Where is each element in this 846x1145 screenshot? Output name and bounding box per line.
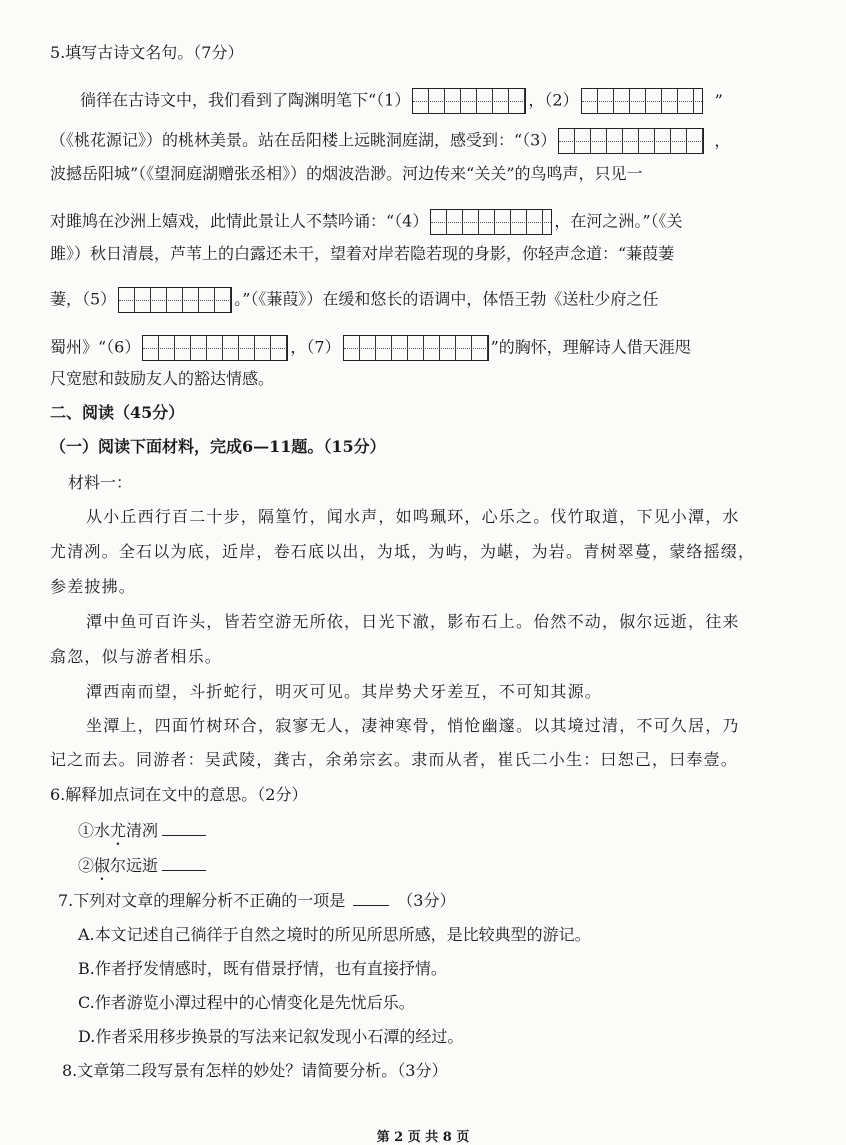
q6-answer-1[interactable] (162, 819, 206, 836)
passage-line: 尤清冽。全石以为底，近岸，卷石底以出，为坻，为屿，为嵁，为岩。青树翠蔓，蒙络摇缀， (50, 542, 756, 561)
answer-box-6[interactable] (142, 335, 288, 361)
q7-title: 7.下列对文章的理解分析不正确的一项是 （3分） (58, 891, 456, 910)
page-footer: 第 2 页 共 8 页 (376, 1130, 470, 1145)
answer-box-5[interactable] (118, 287, 232, 313)
part-title: （一）阅读下面材料，完成6—11题。（15分） (50, 437, 386, 456)
passage-line: 从小丘西行百二十步，隔篁竹，闻水声，如鸣珮环，心乐之。伐竹取道，下见小潭，水 (86, 507, 740, 526)
q6-item2: ②俶尔远逝 (78, 854, 206, 884)
q5-line1: 徜徉在古诗文中，我们看到了陶渊明笔下“（1） ，（2） ” (80, 88, 723, 114)
q7-option-b: B.作者抒发情感时，既有借景抒情，也有直接抒情。 (78, 959, 447, 978)
passage-line: 记之而去。同游者：吴武陵，龚古，余弟宗玄。隶而从者，崔氏二小生：曰恕己，曰奉壹。 (50, 750, 739, 769)
q5-line7: 蜀州》“（6） ，（7） ”的胸怀，理解诗人借天涯咫 (50, 335, 691, 361)
q5-line2: （《桃花源记》）的桃林美景。站在岳阳楼上远眺洞庭湖，感受到：“（3） ， (50, 128, 730, 154)
q7-option-a: A.本文记述自己徜徉于自然之境时的所见所思所感，是比较典型的游记。 (78, 925, 591, 944)
q5-line5: 雎》）秋日清晨，芦苇上的白露还未干，望着对岸若隐若现的身影，你轻声念道：“蒹葭萋 (50, 244, 675, 263)
q7-option-d: D.作者采用移步换景的写法来记叙发现小石潭的经过。 (78, 1027, 464, 1046)
q8-title: 8.文章第二段写景有怎样的妙处？请简要分析。（3分） (62, 1061, 448, 1080)
passage-line: 翕忽，似与游者相乐。 (50, 647, 223, 666)
q6-answer-2[interactable] (162, 854, 206, 871)
passage-line: 潭中鱼可百许头，皆若空游无所依，日光下澈，影布石上。佁然不动，俶尔远逝，往来 (86, 612, 740, 631)
q7-option-c: C.作者游览小潭过程中的心情变化是先忧后乐。 (78, 993, 415, 1012)
answer-box-4[interactable] (430, 209, 552, 235)
answer-box-3[interactable] (558, 128, 704, 154)
passage-line: 参差披拂。 (50, 577, 137, 596)
section-title: 二、阅读（45分） (50, 403, 185, 422)
q6-title: 6.解释加点词在文中的意思。（2分） (50, 785, 308, 804)
q5-line4: 对雎鸠在沙洲上嬉戏，此情此景让人不禁吟诵：“（4） ，在河之洲。”（《关 (50, 209, 683, 235)
answer-box-2[interactable] (581, 88, 703, 114)
q6-item1: ①水尤清冽 (78, 819, 206, 849)
q5-line3: 波撼岳阳城”（《望洞庭湖赠张丞相》）的烟波浩渺。河边传来“关关”的鸟鸣声，只见一 (50, 164, 643, 183)
passage-line: 潭西南而望，斗折蛇行，明灭可见。其岸势犬牙差互，不可知其源。 (86, 682, 603, 701)
q5-line6: 萋，（5） 。”（《蒹葭》）在缓和悠长的语调中，体悟王勃《送杜少府之任 (50, 287, 658, 313)
q5-line8: 尺宽慰和鼓励友人的豁达情感。 (50, 369, 275, 388)
answer-box-1[interactable] (412, 88, 526, 114)
q5-title: 5.填写古诗文名句。（7分） (50, 43, 244, 62)
answer-box-7[interactable] (343, 335, 489, 361)
q7-answer[interactable] (353, 889, 389, 906)
passage-line: 坐潭上，四面竹树环合，寂寥无人，凄神寒骨，悄怆幽邃。以其境过清，不可久居，乃 (86, 716, 740, 735)
material-label: 材料一： (68, 473, 133, 492)
